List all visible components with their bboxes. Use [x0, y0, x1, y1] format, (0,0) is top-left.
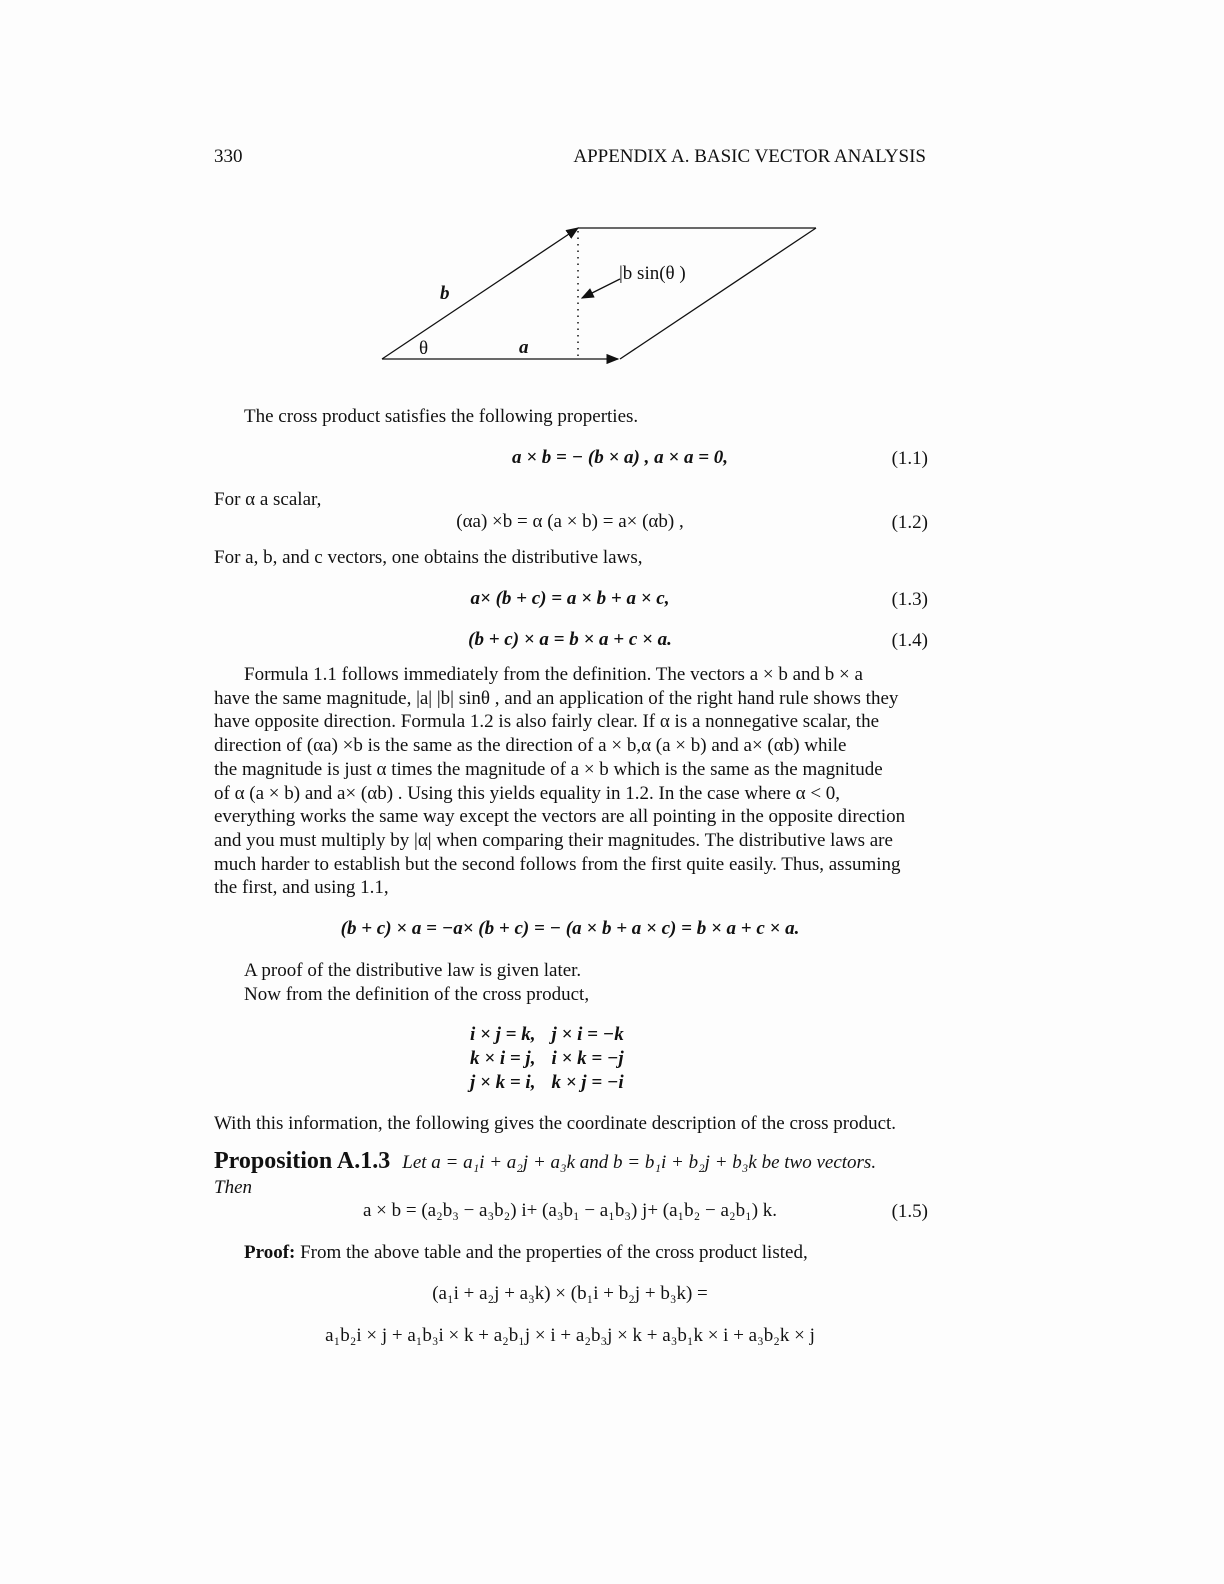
proposition-label: Proposition A.1.3 [214, 1148, 391, 1174]
scalar-line: For α a scalar, [214, 489, 322, 510]
table-cell: j × k = i, [470, 1072, 536, 1093]
with-info-text: With this information, the following gives the coordinate description of the cross product. [214, 1113, 897, 1134]
figure-label-theta: θ [419, 338, 429, 359]
figure-label-b: b [440, 283, 450, 304]
table-cell: i × k = −j [551, 1048, 624, 1069]
vector-b-line [382, 228, 578, 359]
proposition-statement: Let a = a₁i + a₂j + a₃k and b = b₁i + b₂j + b₃k be two vectors. [402, 1152, 877, 1173]
proof-later-text: A proof of the distributive law is given later. [244, 960, 582, 981]
para-line-3: have opposite direction. Formula 1.2 is also fairly clear. If α is a nonnegative scalar, the [214, 711, 880, 733]
table-row [462, 1071, 632, 1095]
proposition-block [214, 1148, 876, 1175]
equation-number-1-5: (1.5) [891, 1201, 928, 1222]
para-line-1: Formula 1.1 follows immediately from the definition. The vectors a × b and b × a [244, 664, 863, 685]
equation-1-1: a × b = − (b × a) , a × a = 0, [511, 447, 729, 468]
equation-1-3: a× (b + c) = a × b + a × c, [470, 588, 670, 609]
equation-number-1-4: (1.4) [891, 630, 928, 651]
para-line-5: the magnitude is just α times the magnitude of a × b which is the same as the magnitude [214, 758, 883, 780]
para-line-6: of α (a × b) and a× (αb) . Using this yields equality in 1.2. In the case where α < 0, [214, 782, 841, 804]
table-cell: j × i = −k [551, 1024, 624, 1045]
proof-text: From the above table and the properties of the cross product listed, [300, 1242, 808, 1263]
proof-label: Proof: [244, 1242, 296, 1263]
equation-number-1-2: (1.2) [891, 512, 928, 533]
running-title: APPENDIX A. BASIC VECTOR ANALYSIS [573, 146, 926, 167]
proof-block [244, 1241, 808, 1265]
equation-proof-line-2: a₁b₂i × j + a₁b₃i × k + a₂b₁j × i + a₂b₃j × k + a₃b₁k × i + a₃b₂k × j [325, 1325, 815, 1346]
right-edge-line [620, 228, 816, 359]
table-row [462, 1047, 632, 1071]
para-line-7: everything works the same way except the vectors are all pointing in the opposite direction [214, 806, 906, 828]
equation-1-2: (αa) ×b = α (a × b) = a× (αb) , [456, 511, 684, 532]
para-line-2: have the same magnitude, |a| |b| sinθ , and an application of the right hand rule shows they [214, 687, 899, 709]
now-from-text: Now from the definition of the cross product, [244, 984, 590, 1005]
cross-product-table [462, 1023, 632, 1095]
body-paragraph [214, 663, 926, 900]
equation-1-5: a × b = (a₂b₃ − a₃b₂) i+ (a₃b₁ − a₁b₃) j+ (a₁b₂ − a₂b₁) k. [362, 1200, 778, 1221]
figure-label-a: a [519, 337, 529, 358]
figure-label-height: |b sin(θ ) [619, 263, 686, 284]
table-cell: k × j = −i [551, 1072, 624, 1093]
equation-number-1-1: (1.1) [891, 448, 928, 469]
intro-text: The cross product satisfies the following properties. [244, 406, 639, 427]
equation-distributive-derivation: (b + c) × a = −a× (b + c) = − (a × b + a × c) = b × a + c × a. [340, 918, 800, 939]
para-line-10: the first, and using 1.1, [214, 877, 389, 899]
proposition-then: Then [214, 1177, 252, 1198]
page-number: 330 [214, 146, 243, 167]
para-line-9: much harder to establish but the second follows from the first quite easily. Thus, assuming [214, 853, 901, 875]
parallelogram-figure [370, 215, 830, 375]
table-cell: i × j = k, [470, 1024, 536, 1045]
vectors-line: For a, b, and c vectors, one obtains the distributive laws, [214, 547, 643, 568]
equation-1-4: (b + c) × a = b × a + c × a. [468, 629, 672, 650]
para-line-8: and you must multiply by |α| when comparing their magnitudes. The distributive laws are [214, 829, 893, 851]
equation-number-1-3: (1.3) [891, 589, 928, 610]
equation-proof-line-1: (a₁i + a₂j + a₃k) × (b₁i + b₂j + b₃k) = [432, 1283, 708, 1304]
table-row [462, 1023, 632, 1047]
para-line-4: direction of (αa) ×b is the same as the direction of a × b,α (a × b) and a× (αb) while [214, 735, 847, 757]
height-pointer-arrow [582, 279, 620, 298]
table-cell: k × i = j, [470, 1048, 536, 1069]
